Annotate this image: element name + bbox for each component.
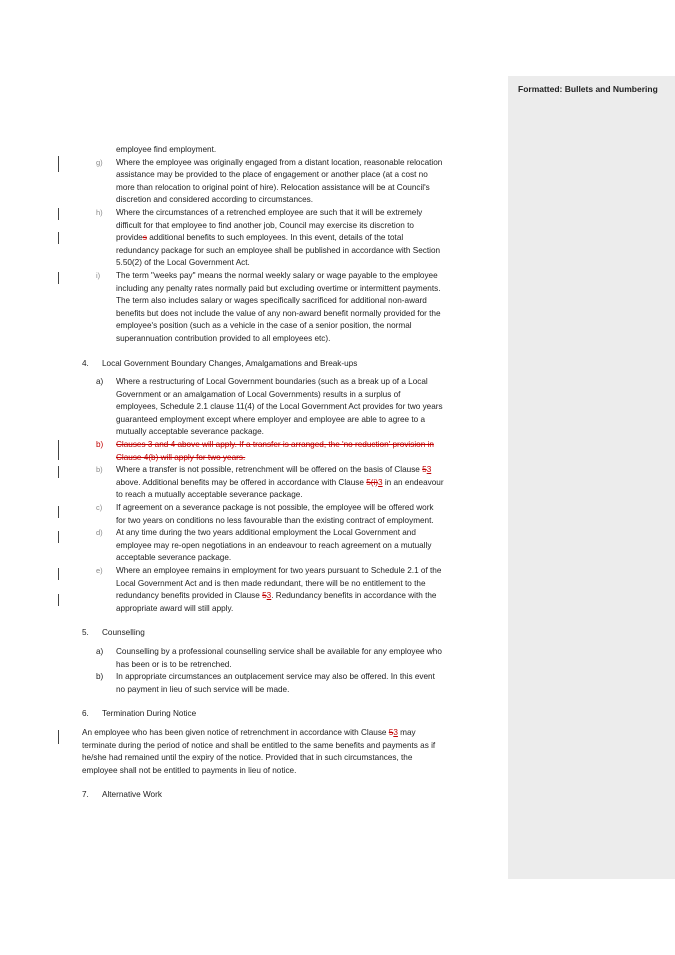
inserted-text: 3 — [426, 465, 432, 475]
change-bar — [58, 594, 59, 606]
paragraph-line: 5.50(2) of the Local Government Act. — [116, 258, 250, 268]
change-bar — [58, 272, 59, 284]
paragraph-line: Where the employee was originally engaged from a distant location, reasonable relocation — [116, 157, 443, 167]
list-item-4a: a) Where a restructuring of Local Government boundaries (such as a break up of a Local Government or an amalgamation of Local Governments) results in a surplus of employees, Schedule 2.1 clause 11(4) of the Local Government Act provides for two years guaranteed employment except where employer and employee are able to agree to a mutually acceptable severance package. — [96, 377, 443, 437]
section-heading-5: 5. Counselling — [82, 628, 145, 638]
change-bar — [58, 208, 59, 220]
paragraph-line: provides additional benefits to such employees. In this event, details of the total — [116, 233, 404, 243]
paragraph-line: more than relocation to original point of hire). Relocation assistance will be at Council's — [116, 182, 430, 192]
paragraph-line: redundancy package for such an employee shall be published in accordance with Section — [116, 245, 441, 255]
document-page — [82, 144, 500, 808]
change-bar — [58, 568, 59, 580]
paragraph-line: employee find employment. — [116, 145, 217, 154]
deleted-text: 5 — [262, 591, 267, 601]
list-item-4e: d) At any time during the two years additional employment the Local Government and employee may re-open negotiations in an endeavour to reach agreement on a mutually acceptable severance package. — [96, 528, 432, 563]
list-item-5b: b) In appropriate circumstances an outplacement service may also be offered. In this event no payment in lieu of such service will be made. — [96, 672, 435, 694]
change-bar — [58, 232, 59, 244]
change-bar — [58, 440, 59, 460]
change-bar — [58, 506, 59, 518]
deleted-text: 5 — [422, 465, 427, 475]
list-item-5a: a) Counselling by a professional counselling service shall be available for any employee who has been or is to be retrenched. — [96, 646, 442, 669]
paragraph-line: The term also includes salary or wages specifically sacrificed for additional non-award — [116, 296, 427, 306]
list-label: g) — [96, 157, 103, 167]
deleted-text: 5 — [388, 727, 394, 737]
paragraph-line: employee's position (such as a vehicle in the case of a senior position, the normal — [116, 321, 412, 331]
paragraph-line: assistance may be provided to the place of engagement or another place (at a cost no — [116, 170, 428, 180]
paragraph-6: An employee who has been given notice of retrenchment in accordance with Clause 53 may terminate during the period of notice and shall be entitled to the same benefits and payments as if he/she had remained until the expiry of the notice. Provided that in such circumstances, the employee shall not be entitled to payments in lieu of notice. — [82, 727, 436, 775]
paragraph-line: superannuation contribution provided to all employees etc). — [116, 333, 331, 343]
list-item-4c: b) Where a transfer is not possible, retrenchment will be offered on the basis of Clause 53 above. Additional benefits may be offered in accordance with Clause 5(i)3 in an endeavour to reach a mutually acceptable severance package. — [96, 465, 444, 500]
section-heading-6: 6. Termination During Notice — [82, 709, 197, 719]
paragraph-line: Where the circumstances of a retrenched employee are such that it will be extremely — [116, 207, 423, 217]
paragraph-line: discretion and considered according to circumstances. — [116, 195, 314, 205]
deleted-text: s — [142, 233, 147, 243]
change-bar — [58, 156, 59, 172]
paragraph-line: difficult for that employee to find another job, Council may exercise its discretion to — [116, 220, 414, 230]
inserted-text: 3 — [378, 477, 383, 487]
change-bar — [58, 531, 59, 543]
comment-panel — [508, 76, 675, 879]
list-item-h — [82, 207, 500, 270]
list-label: h) — [96, 207, 103, 217]
paragraph-line: The term "weeks pay" means the normal weekly salary or wage payable to the employee — [116, 270, 438, 280]
inserted-text: 3 — [393, 727, 398, 737]
list-label: i) — [96, 270, 101, 280]
section-heading-4: 4. Local Government Boundary Changes, Amalgamations and Break-ups — [82, 358, 358, 368]
list-item-g — [82, 157, 500, 207]
paragraph-line: including any penalty rates normally paid but excluding overtime or intermittent payments. — [116, 283, 441, 293]
deleted-list-item-4b: b) Clauses 3 and 4 above will apply. If a transfer is arranged, the 'no reduction' provision in Clause 4(b) will apply for two years. — [96, 440, 434, 462]
list-item-4d: c) If agreement on a severance package is not possible, the employee will be offered work for two years on conditions no less favourable than the existing contract of employment. — [96, 503, 434, 525]
change-bar — [58, 730, 59, 744]
deleted-text: 5(i) — [366, 477, 379, 487]
inserted-text: 3 — [266, 591, 272, 601]
list-item-i — [82, 270, 500, 346]
change-bar — [58, 466, 59, 478]
comment-title: Formatted: Bullets and Numbering — [518, 84, 658, 94]
list-item-4f: e) Where an employee remains in employment for two years pursuant to Schedule 2.1 of the Local Government Act and is then made redundant, there will be no entitlement to the redundancy benefits provided in Clause 53. Redundancy benefits in accordance with the appropriate award will still apply. — [96, 566, 442, 613]
section-heading-7: 7. Alternative Work — [82, 790, 162, 800]
paragraph-line: benefits but does not include the value of any non-award benefit normally provided for the — [116, 308, 441, 318]
